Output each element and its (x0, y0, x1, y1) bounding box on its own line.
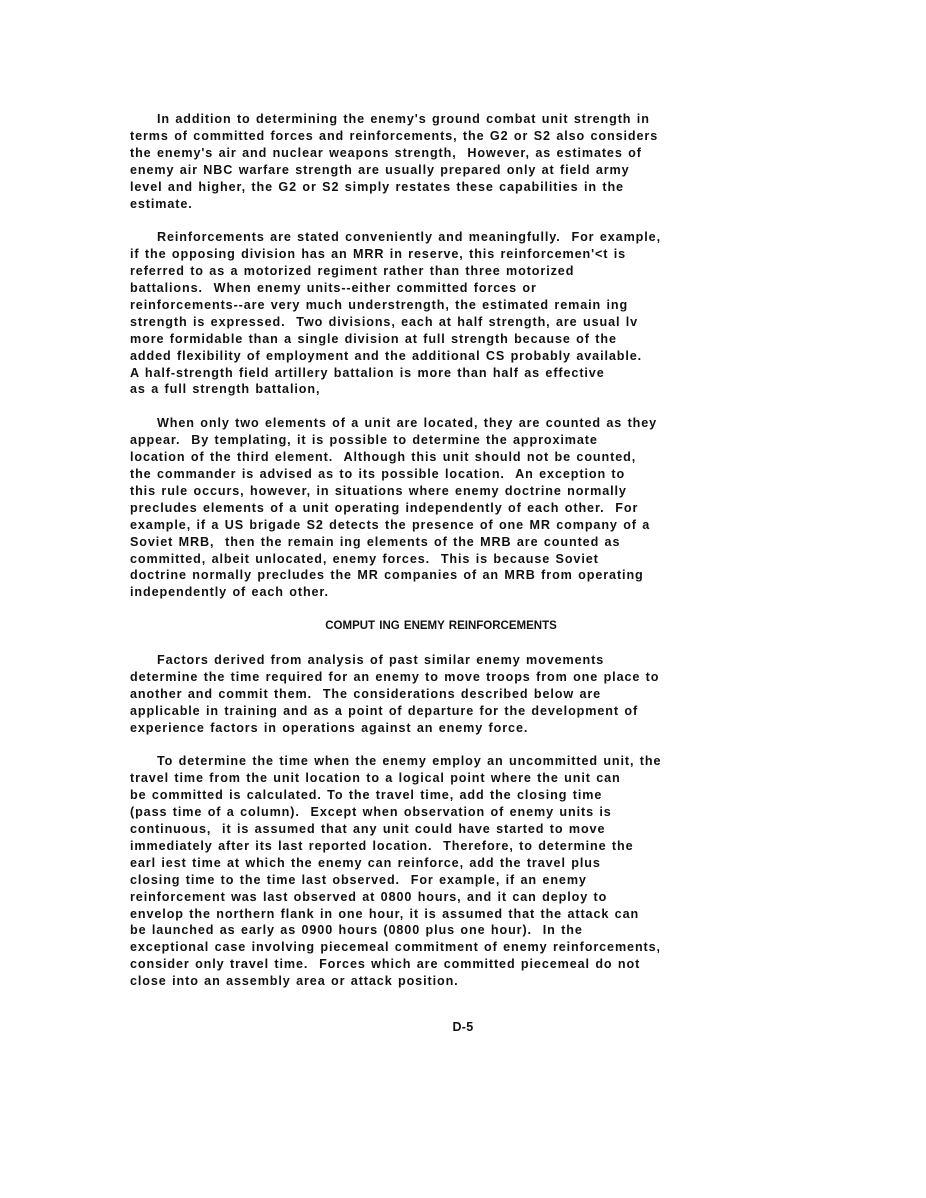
text-line: When only two elements of a unit are located, they are counted as they (130, 416, 658, 431)
text-line: as a full strength battalion, (130, 382, 321, 397)
text-line: immediately after its last reported location. Therefore, to determine the (130, 838, 634, 853)
text-line: envelop the northern flank in one hour, it is assumed that the attack can (130, 906, 640, 921)
text-line: added flexibility of employment and the additional CS probably available. (130, 348, 643, 363)
text-line: consider only travel time. Forces which are committed piecemeal do not (130, 957, 641, 972)
paragraph-travel-time (130, 753, 752, 990)
text-line: reinforcement was last observed at 0800 hours, and it can deploy to (130, 889, 608, 904)
text-line: estimate. (130, 196, 193, 211)
text-line: To determine the time when the enemy employ an uncommitted unit, the (130, 754, 662, 769)
text-line: reinforcements--are very much understrength, the estimated remain ing (130, 297, 629, 312)
text-line: A half-strength field artillery battalion is more than half as effective (130, 365, 605, 380)
paragraph-two-elements (130, 415, 752, 601)
text-line: close into an assembly area or attack position. (130, 974, 459, 989)
paragraph-reinforcements (130, 229, 752, 398)
text-line: example, if a US brigade S2 detects the presence of one MR company of a (130, 517, 651, 532)
text-line: continuous, it is assumed that any unit could have started to move (130, 821, 606, 836)
text-line: independently of each other. (130, 585, 329, 600)
text-line: exceptional case involving piecemeal commitment of enemy reinforcements, (130, 940, 661, 955)
text-line: referred to as a motorized regiment rather than three motorized (130, 264, 575, 279)
body-text (130, 111, 752, 1007)
text-line: appear. By templating, it is possible to determine the approximate (130, 433, 598, 448)
text-line: if the opposing division has an MRR in reserve, this reinforcemen'<t is (130, 247, 627, 262)
text-line: be committed is calculated. To the travel time, add the closing time (130, 788, 603, 803)
text-line: strength is expressed. Two divisions, each at half strength, are usual lv (130, 314, 639, 329)
text-line: earl iest time at which the enemy can reinforce, add the travel plus (130, 855, 601, 870)
text-line: closing time to the time last observed. For example, if an enemy (130, 872, 587, 887)
text-line: location of the third element. Although this unit should not be counted, (130, 450, 637, 465)
text-line: the enemy's air and nuclear weapons strength, However, as estimates of (130, 145, 642, 160)
text-line: Soviet MRB, then the remain ing elements of the MRB are counted as (130, 534, 621, 549)
text-line: the commander is advised as to its possible location. An exception to (130, 467, 626, 481)
text-line: this rule occurs, however, in situations where enemy doctrine normally (130, 483, 627, 498)
text-line: more formidable than a single division at full strength because of the (130, 331, 617, 346)
text-line: precludes elements of a unit operating independently of each other. For (130, 500, 639, 515)
text-line: terms of committed forces and reinforcements, the G2 or S2 also considers (130, 128, 659, 143)
text-line: committed, albeit unlocated, enemy forces. This is because Soviet (130, 551, 599, 566)
text-line: enemy air NBC warfare strength are usually prepared only at field army (130, 162, 630, 177)
text-line: be launched as early as 0900 hours (0800 plus one hour). In the (130, 923, 583, 938)
text-line: experience factors in operations against an enemy force. (130, 720, 529, 735)
page-number: D-5 (452, 1020, 474, 1034)
text-line: doctrine normally precludes the MR companies of an MRB from operating (130, 568, 644, 583)
text-line: level and higher, the G2 or S2 simply restates these capabilities in the (130, 179, 624, 194)
text-line: In addition to determining the enemy's ground combat unit strength in (130, 112, 650, 126)
text-line: another and commit them. The considerations described below are (130, 686, 602, 701)
paragraph-ground-strength (130, 111, 752, 212)
text-line: Reinforcements are stated conveniently and meaningfully. For example, (130, 230, 661, 245)
text-line: applicable in training and as a point of departure for the development of (130, 703, 639, 718)
text-line: Factors derived from analysis of past similar enemy movements (130, 652, 605, 667)
section-heading: COMPUT ING ENEMY REINFORCEMENTS (325, 620, 557, 633)
paragraph-factors (130, 652, 752, 737)
text-line: determine the time required for an enemy to move troops from one place to (130, 669, 660, 684)
text-line: (pass time of a column). Except when observation of enemy units is (130, 805, 612, 820)
text-line: battalions. When enemy units--either committed forces or (130, 281, 537, 296)
text-line: travel time from the unit location to a logical point where the unit can (130, 771, 621, 786)
